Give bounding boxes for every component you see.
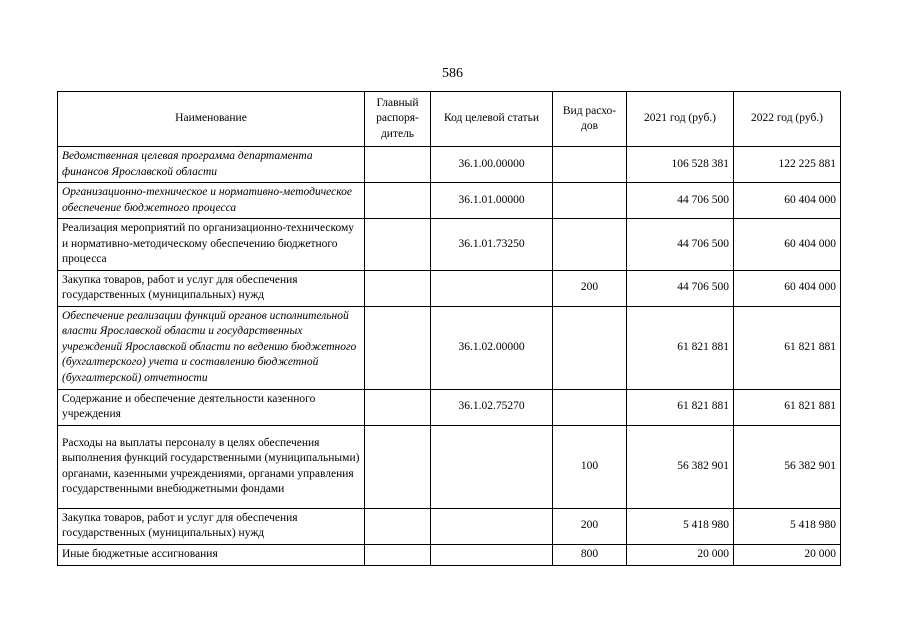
header-kind: Вид расхо-дов: [553, 92, 627, 147]
cell-2022: 61 821 881: [734, 306, 841, 389]
cell-name: Закупка товаров, работ и услуг для обеспечения государственных (муниципальных) нужд: [58, 508, 365, 544]
cell-manager: [365, 389, 431, 425]
table-row: [58, 306, 841, 389]
cell-2021: 44 706 500: [627, 183, 734, 219]
cell-2021: 61 821 881: [627, 306, 734, 389]
cell-kind: 200: [553, 270, 627, 306]
table-row: [58, 147, 841, 183]
cell-2021: 61 821 881: [627, 389, 734, 425]
cell-2021: 56 382 901: [627, 425, 734, 508]
cell-code: [431, 508, 553, 544]
cell-2022: 60 404 000: [734, 219, 841, 271]
cell-kind: [553, 183, 627, 219]
cell-manager: [365, 425, 431, 508]
cell-kind: 800: [553, 544, 627, 565]
table-header-row: [58, 92, 841, 147]
table-row: [58, 425, 841, 508]
cell-2022: 56 382 901: [734, 425, 841, 508]
cell-2021: 20 000: [627, 544, 734, 565]
budget-table: [57, 91, 841, 566]
cell-name: Ведомственная целевая программа департамента финансов Ярославской области: [58, 147, 365, 183]
cell-name: Обеспечение реализации функций органов исполнительной власти Ярославской области и государственных учреждений Ярославской области по ведению бюджетного (бухгалтерского) учета и составлению бюджетной (бухгалтерской) отчетности: [58, 306, 365, 389]
cell-kind: [553, 306, 627, 389]
cell-code: 36.1.02.00000: [431, 306, 553, 389]
cell-2021: 106 528 381: [627, 147, 734, 183]
cell-code: 36.1.02.75270: [431, 389, 553, 425]
cell-2021: 5 418 980: [627, 508, 734, 544]
cell-kind: 100: [553, 425, 627, 508]
cell-manager: [365, 306, 431, 389]
cell-code: 36.1.00.00000: [431, 147, 553, 183]
cell-kind: [553, 219, 627, 271]
cell-2021: 44 706 500: [627, 219, 734, 271]
cell-code: [431, 270, 553, 306]
header-name: Наименование: [58, 92, 365, 147]
page-number: 586: [442, 66, 463, 81]
cell-manager: [365, 183, 431, 219]
table-row: [58, 183, 841, 219]
cell-2022: 20 000: [734, 544, 841, 565]
cell-kind: 200: [553, 508, 627, 544]
table-row: [58, 389, 841, 425]
cell-2022: 5 418 980: [734, 508, 841, 544]
cell-2022: 61 821 881: [734, 389, 841, 425]
cell-name: Закупка товаров, работ и услуг для обеспечения государственных (муниципальных) нужд: [58, 270, 365, 306]
cell-code: [431, 425, 553, 508]
header-code: Код целевой статьи: [431, 92, 553, 147]
cell-manager: [365, 147, 431, 183]
header-2021: 2021 год (руб.): [627, 92, 734, 147]
cell-2022: 60 404 000: [734, 183, 841, 219]
table-row: [58, 508, 841, 544]
header-2022: 2022 год (руб.): [734, 92, 841, 147]
cell-name: Иные бюджетные ассигнования: [58, 544, 365, 565]
cell-kind: [553, 389, 627, 425]
table-row: [58, 219, 841, 271]
cell-name: Организационно-техническое и нормативно-методическое обеспечение бюджетного процесса: [58, 183, 365, 219]
cell-manager: [365, 219, 431, 271]
cell-name: Реализация мероприятий по организационно-техническому и нормативно-методическому обеспечению бюджетного процесса: [58, 219, 365, 271]
cell-2022: 122 225 881: [734, 147, 841, 183]
cell-code: 36.1.01.00000: [431, 183, 553, 219]
table-row: [58, 544, 841, 565]
cell-name: Содержание и обеспечение деятельности казенного учреждения: [58, 389, 365, 425]
cell-kind: [553, 147, 627, 183]
cell-name: Расходы на выплаты персоналу в целях обеспечения выполнения функций государственными (муниципальными) органами, казенными учреждениями, органами управления государственными внебюджетными фондами: [58, 425, 365, 508]
cell-2022: 60 404 000: [734, 270, 841, 306]
cell-manager: [365, 508, 431, 544]
cell-code: [431, 544, 553, 565]
header-manager: Главный распоря-дитель: [365, 92, 431, 147]
table-row: [58, 270, 841, 306]
cell-code: 36.1.01.73250: [431, 219, 553, 271]
cell-2021: 44 706 500: [627, 270, 734, 306]
cell-manager: [365, 544, 431, 565]
cell-manager: [365, 270, 431, 306]
